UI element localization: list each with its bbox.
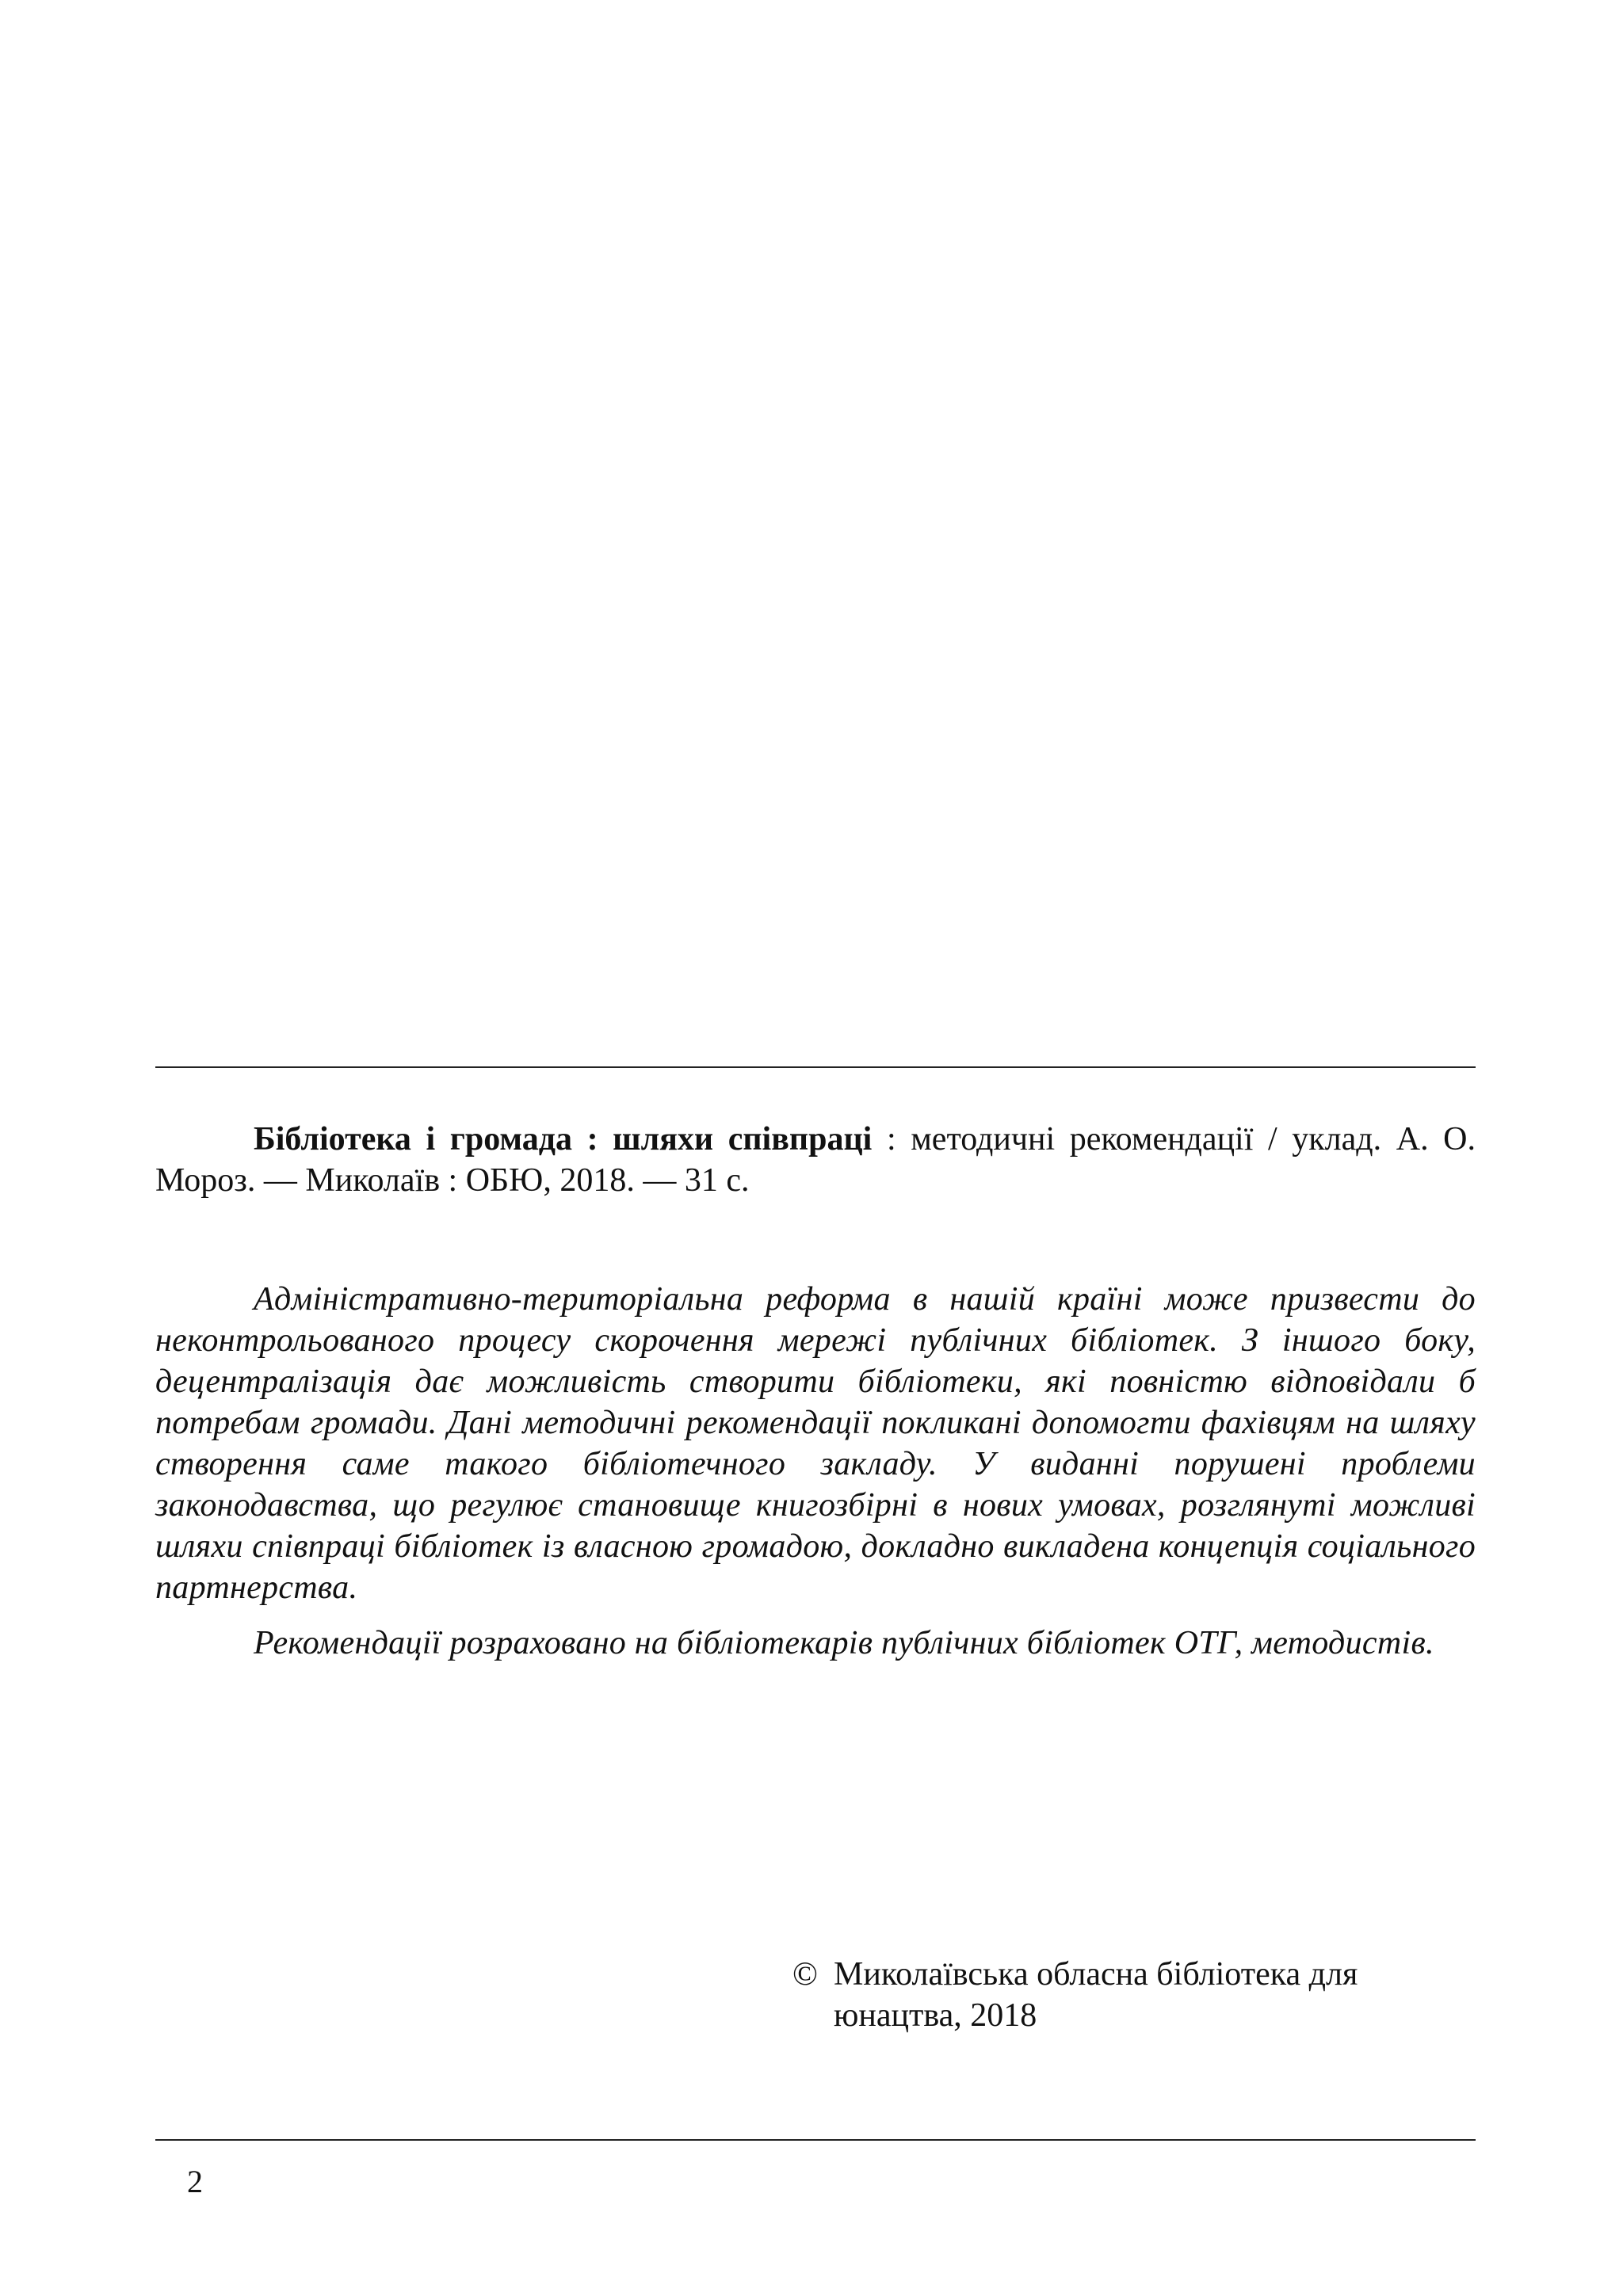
- citation-title: Бібліотека і громада : шляхи співпраці: [254, 1121, 873, 1158]
- copyright-icon: ©: [792, 1956, 818, 1993]
- bottom-divider: [155, 2139, 1476, 2141]
- abstract-paragraph: Рекомендації розраховано на бібліотекарів публічних бібліотек ОТГ, методистів.: [254, 1625, 1434, 1661]
- abstract-paragraph: Адміністративно-територіальна реформа в нашій країні може призвести до неконтрольованого процесу скорочення мережі публічних бібліотек. З іншого боку, децентралізація дає можливість створити бібліотеки, які повністю відповідали б потребам громади. Дані методичні рекомендації покликані допомогти фахівцям на шляху створення саме такого бібліотечного закладу. У виданні порушені проблеми законодавства, що регулює становище книгозбірні в нових умовах, розглянуті можливі шляхи співпраці бібліотек із власною громадою, докладно викладена концепція соціального партнерства.: [155, 1281, 1476, 1606]
- copyright-holder-line1: Миколаївська обласна бібліотека для: [834, 1956, 1358, 1993]
- citation-details: : методичні рекомендації / уклад. А. О. Мороз. — Миколаїв : ОБЮ, 2018. — 31 с.: [155, 1121, 1476, 1199]
- page-number: 2: [187, 2164, 203, 2199]
- copyright-holder-line2: юнацтва, 2018: [834, 1997, 1037, 2034]
- abstract: [155, 1279, 1476, 1664]
- top-divider: [155, 1066, 1476, 1068]
- copyright-notice: [792, 1954, 1474, 2036]
- bibliographic-citation: [155, 1119, 1476, 1201]
